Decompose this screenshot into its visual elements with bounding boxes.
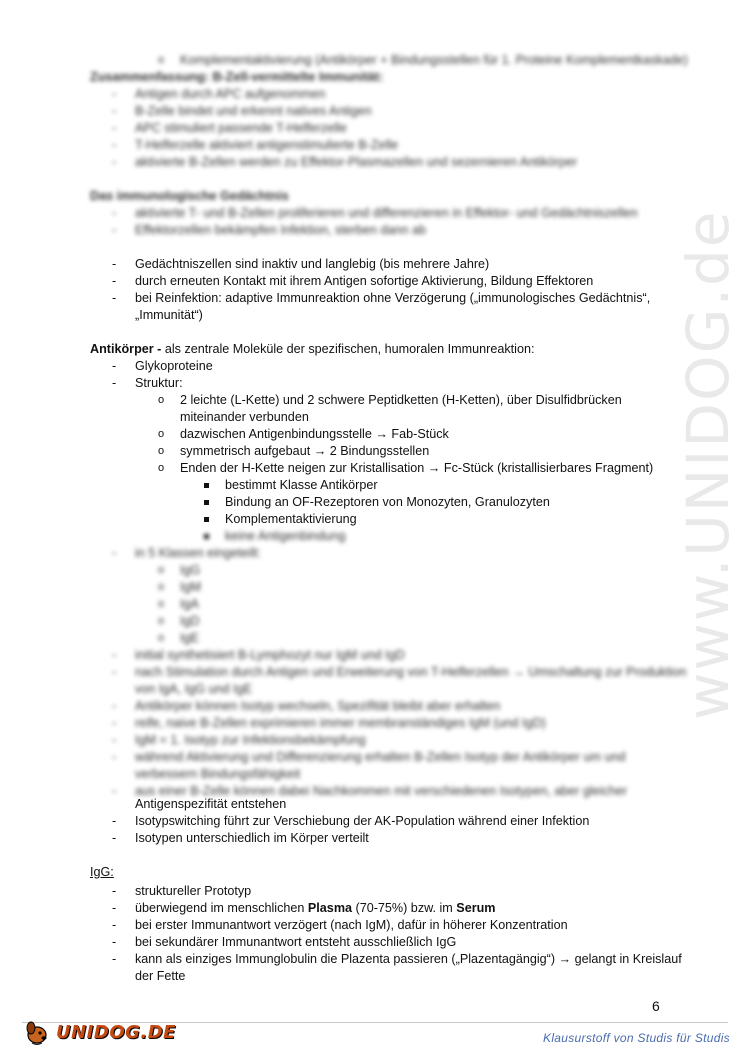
blurred-line: Zusammenfassung: B-Zell-vermittelte Immunität: [90,70,384,84]
dog-mascot-icon [22,1017,52,1047]
igg-item: - bei sekundärer Immunantwort entsteht ausschließlich IgG [90,934,690,951]
memory-section [90,256,690,324]
isotype-item: - Isotypen unterschiedlich im Körper verteilt [90,830,690,847]
blurred-line: - initial synthetisiert B-Lymphozyt nur IgM und IgD [90,647,690,664]
structure-item: o Enden der H-Kette neigen zur Kristallisation → Fc-Stück (kristallisierbares Fragment) [90,460,690,477]
blurred-line: o IgG [90,562,690,579]
structure-item: o 2 leichte (L-Kette) und 2 schwere Peptidketten (H-Ketten), über Disulfidbrücken miteinander verbunden [90,392,690,426]
blurred-line: - Antigen durch APC aufgenommen [90,86,690,103]
blurred-line: - B-Zelle bindet und erkennt natives Antigen [90,103,690,120]
structure-item: o symmetrisch aufgebaut → 2 Bindungsstellen [90,443,690,460]
blurred-line: - IgM = 1. Isotyp zur Infektionsbekämpfung [90,732,690,749]
igg-item: - struktureller Prototyp [90,883,690,900]
blurred-line: o IgM [90,579,690,596]
blurred-middle-section [90,528,690,800]
blurred-line: o IgE [90,630,690,647]
structure-item: o dazwischen Antigenbindungsstelle → Fab-Stück [90,426,690,443]
blurred-line: - aktivierte B-Zellen werden zu Effektor-Plasmazellen und sezernieren Antikörper [90,154,690,171]
blurred-line [90,171,690,188]
fc-item: bestimmt Klasse Antikörper [90,477,690,494]
memory-item: - bei Reinfektion: adaptive Immunreaktion ohne Verzögerung („immunologisches Gedächtnis“, „Immunität“) [90,290,690,324]
igg-section [90,864,690,985]
continuation-line: Antigenspezifität entstehen [135,797,287,811]
blurred-line: Das immunologische Gedächtnis [90,189,289,203]
blurred-line: o Komplementaktivierung (Antikörper + Bindungsstellen für 1. Proteine Komplementkaskade) [90,52,690,69]
isotype-section [90,796,690,847]
blurred-line: - aktivierte T- und B-Zellen proliferieren und differenzieren in Effektor- und Gedächtniszellen [90,205,690,222]
logo-text: UNIDOG.DE [56,1021,176,1043]
footer-slogan: Klausurstoff von Studis für Studis [543,1031,730,1045]
memory-item: - durch erneuten Kontakt mit ihrem Antigen sofortige Aktivierung, Bildung Effektoren [90,273,690,290]
blurred-line: - T-Helferzelle aktiviert antigenstimulierte B-Zelle [90,137,690,154]
list-item: - Struktur: [90,375,690,392]
blurred-line: o IgA [90,596,690,613]
watermark: www.UNIDOG.de [674,209,742,720]
list-item: - Glykoproteine [90,358,690,375]
blurred-line: - in 5 Klassen eingeteilt: [90,545,690,562]
blurred-line: - Effektorzellen bekämpfen Infektion, sterben dann ab [90,222,690,239]
memory-item: - Gedächtniszellen sind inaktiv und langlebig (bis mehrere Jahre) [90,256,690,273]
blurred-line: - reife, naive B-Zellen exprimieren immer membranständiges IgM (und IgD) [90,715,690,732]
page-number: 6 [652,998,660,1014]
fc-item: Komplementaktivierung [90,511,690,528]
blurred-line: - aus einer B-Zelle können dabei Nachkommen mit verschiedenen Isotypen, aber gleicher [90,783,690,800]
blurred-line: - Antikörper können Isotyp wechseln, Spezifität bleibt aber erhalten [90,698,690,715]
igg-heading: IgG: [90,865,114,879]
blurred-line: - nach Stimulation durch Antigen und Erweiterung von T-Helferzellen → Umschaltung zur Produktion von IgA, IgG und IgE [90,664,690,698]
blurred-line: o IgD [90,613,690,630]
igg-item: - kann als einziges Immunglobulin die Plazenta passieren („Plazentagängig“) → gelangt in Kreislauf der Fette [90,951,690,985]
igg-item: - bei erster Immunantwort verzögert (nach IgM), dafür in höherer Konzentration [90,917,690,934]
blurred-top-section [90,52,690,239]
antibody-section [90,341,690,528]
blurred-line: - APC stimuliert passende T-Helferzelle [90,120,690,137]
unidog-logo [22,1014,176,1050]
fc-item: Bindung an OF-Rezeptoren von Monozyten, Granulozyten [90,494,690,511]
antibody-heading: Antikörper - als zentrale Moleküle der spezifischen, humoralen Immunreaktion: [90,342,535,356]
igg-item: - überwiegend im menschlichen Plasma (70-75%) bzw. im Serum [90,900,690,917]
blurred-line: - während Aktivierung und Differenzierung erhalten B-Zellen Isotyp der Antikörper um und verbessern Bindungsfähigkeit [90,749,690,783]
isotype-item: - Isotypswitching führt zur Verschiebung der AK-Population während einer Infektion [90,813,690,830]
blurred-line: keine Antigenbindung [90,528,690,545]
